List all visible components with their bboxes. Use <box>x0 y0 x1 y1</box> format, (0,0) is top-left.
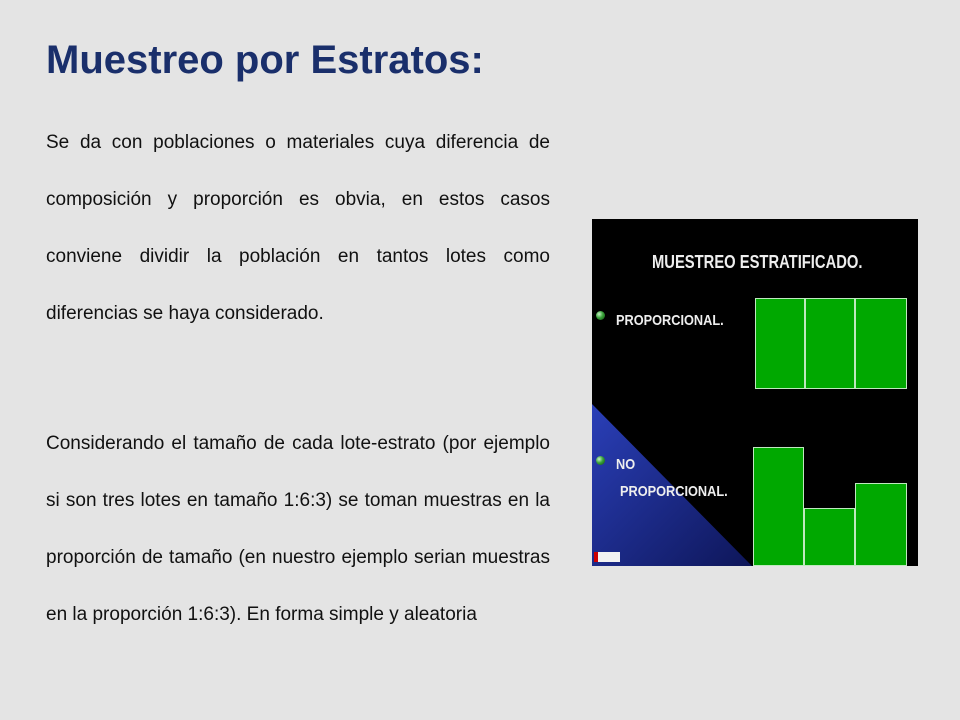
label-no: NO <box>616 456 636 473</box>
stratified-sampling-figure <box>592 219 918 566</box>
non-proportional-stratum-box <box>855 483 907 566</box>
proportional-stratum-box <box>855 298 907 389</box>
green-bullet-icon <box>596 456 605 465</box>
green-bullet-icon <box>596 311 605 320</box>
label-proportional: PROPORCIONAL. <box>616 312 724 329</box>
proportional-stratum-box <box>805 298 855 389</box>
paragraph-definition: Se da con poblaciones o materiales cuya diferencia de composición y proporción es obvia, en estos casos conviene dividir la población en tantos lotes como diferencias se haya considerado. <box>46 132 550 324</box>
figure-title: MUESTREO ESTRATIFICADO. <box>652 252 863 272</box>
proportional-stratum-box <box>755 298 805 389</box>
paragraph-example: Considerando el tamaño de cada lote-estrato (por ejemplo si son tres lotes en tamaño 1:6:3) se toman muestras en la proporción de tamaño (en nuestro ejemplo serian muestras en la proporción 1:6:3). En forma simple y aleatoria <box>46 433 550 625</box>
publisher-logo-icon <box>594 552 620 562</box>
non-proportional-stratum-box <box>804 508 855 566</box>
slide-title: Muestreo por Estratos: <box>46 38 484 82</box>
non-proportional-stratum-box <box>753 447 804 566</box>
label-non-proportional: PROPORCIONAL. <box>620 483 728 500</box>
